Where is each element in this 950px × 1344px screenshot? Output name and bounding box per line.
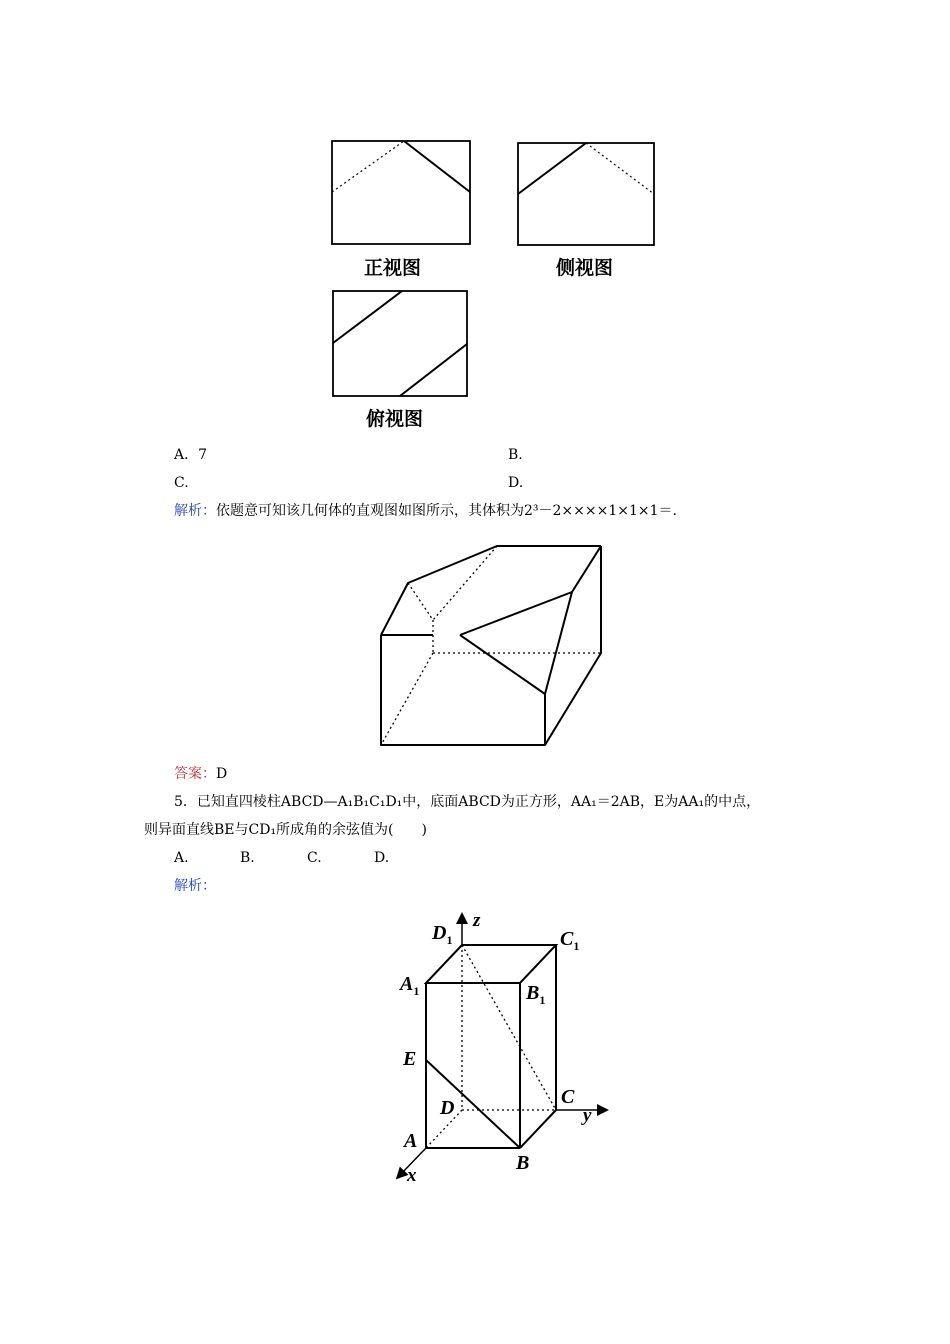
q4-option-a: A．7 <box>174 447 208 463</box>
label-c1: $C_1$ <box>560 928 580 953</box>
label-c: C <box>561 1086 575 1108</box>
q5-stem-line1: 5．已知直四棱柱ABCD—A₁B₁C₁D₁中，底面ABCD为正方形，AA₁＝2AB，E为AA₁的中点， <box>174 794 761 810</box>
label-b: B <box>516 1152 530 1174</box>
q5-option-c: C. <box>307 850 322 866</box>
label-e: E <box>403 1048 417 1070</box>
label-d: D <box>440 1097 455 1119</box>
q4-option-c: C. <box>174 475 189 491</box>
q5-option-b: B. <box>240 850 255 866</box>
top-view-label: 俯视图 <box>366 408 424 430</box>
q4-answer-label: 答案： <box>174 766 216 782</box>
q5-option-a: A. <box>174 850 189 866</box>
label-x: x <box>407 1165 417 1186</box>
q4-option-d: D. <box>508 475 524 491</box>
label-z: z <box>473 910 481 931</box>
q5-analysis-label: 解析： <box>174 878 216 894</box>
label-a: A <box>404 1130 418 1152</box>
label-d1: $D_1$ <box>432 922 453 947</box>
side-view-label: 侧视图 <box>556 257 614 279</box>
q5-stem-line2: 则异面直线BE与CD₁所成角的余弦值为( ) <box>144 822 427 838</box>
label-y: y <box>583 1105 592 1126</box>
q4-option-b: B. <box>508 447 523 463</box>
q4-analysis-label: 解析： <box>174 503 216 519</box>
q5-option-d: D. <box>374 850 390 866</box>
q4-analysis-text: 依题意可知该几何体的直观图如图所示，其体积为2³－2××××1×1×1＝. <box>216 503 677 519</box>
label-b1: $B_1$ <box>526 982 546 1007</box>
label-a1: $A_1$ <box>400 973 420 998</box>
front-view-label: 正视图 <box>364 257 422 279</box>
q4-answer-value: D <box>216 766 228 782</box>
